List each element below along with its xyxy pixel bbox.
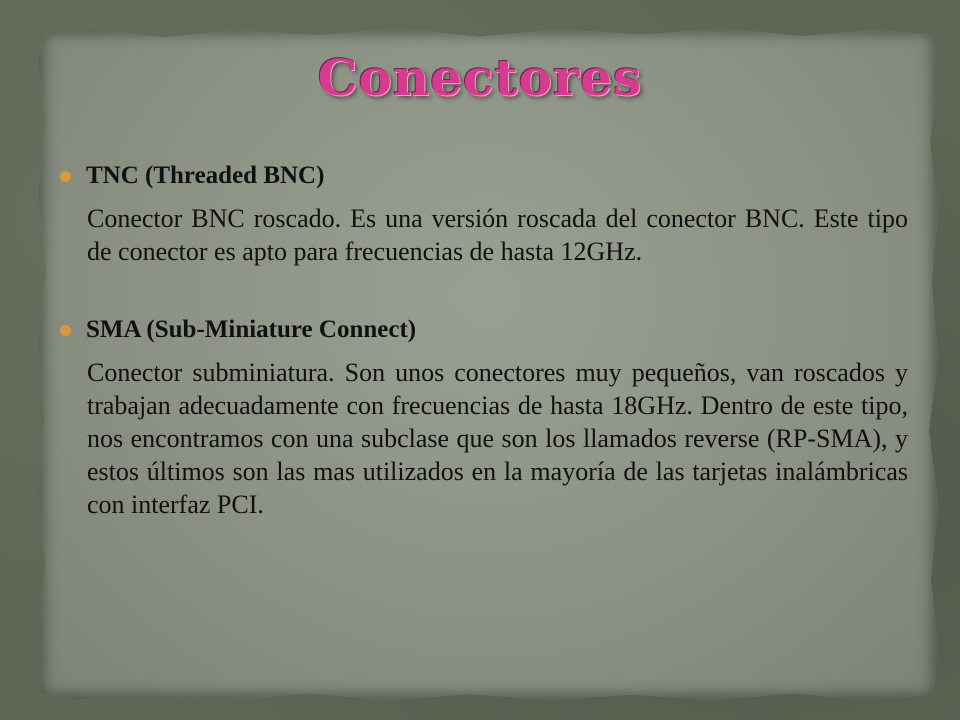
slide-title: Conectores xyxy=(317,48,643,107)
item-heading-label: SMA (Sub-Miniature Connect) xyxy=(86,316,417,343)
item-heading xyxy=(60,160,908,192)
item-description: Conector BNC roscado. Es una versión roscada del conector BNC. Este tipo de conector es apto para frecuencias de hasta 12GHz. xyxy=(87,204,908,266)
item-heading xyxy=(60,314,908,346)
list-item-tnc xyxy=(60,160,908,268)
slide-content xyxy=(60,160,908,521)
list-item-sma xyxy=(60,314,908,521)
bullet-dot-icon xyxy=(60,171,71,182)
item-heading-label: TNC (Threaded BNC) xyxy=(86,162,325,189)
bullet-dot-icon xyxy=(60,325,71,336)
item-description: Conector subminiatura. Son unos conectores muy pequeños, van roscados y trabajan adecuadamente con frecuencias de hasta 18GHz. Dentro de este tipo, nos encontramos con una subclase que son los llamados reverse (RP-SMA), y estos últimos son las mas utilizados en la mayoría de las tarjetas inalámbricas con interfaz PCI. xyxy=(87,358,908,519)
